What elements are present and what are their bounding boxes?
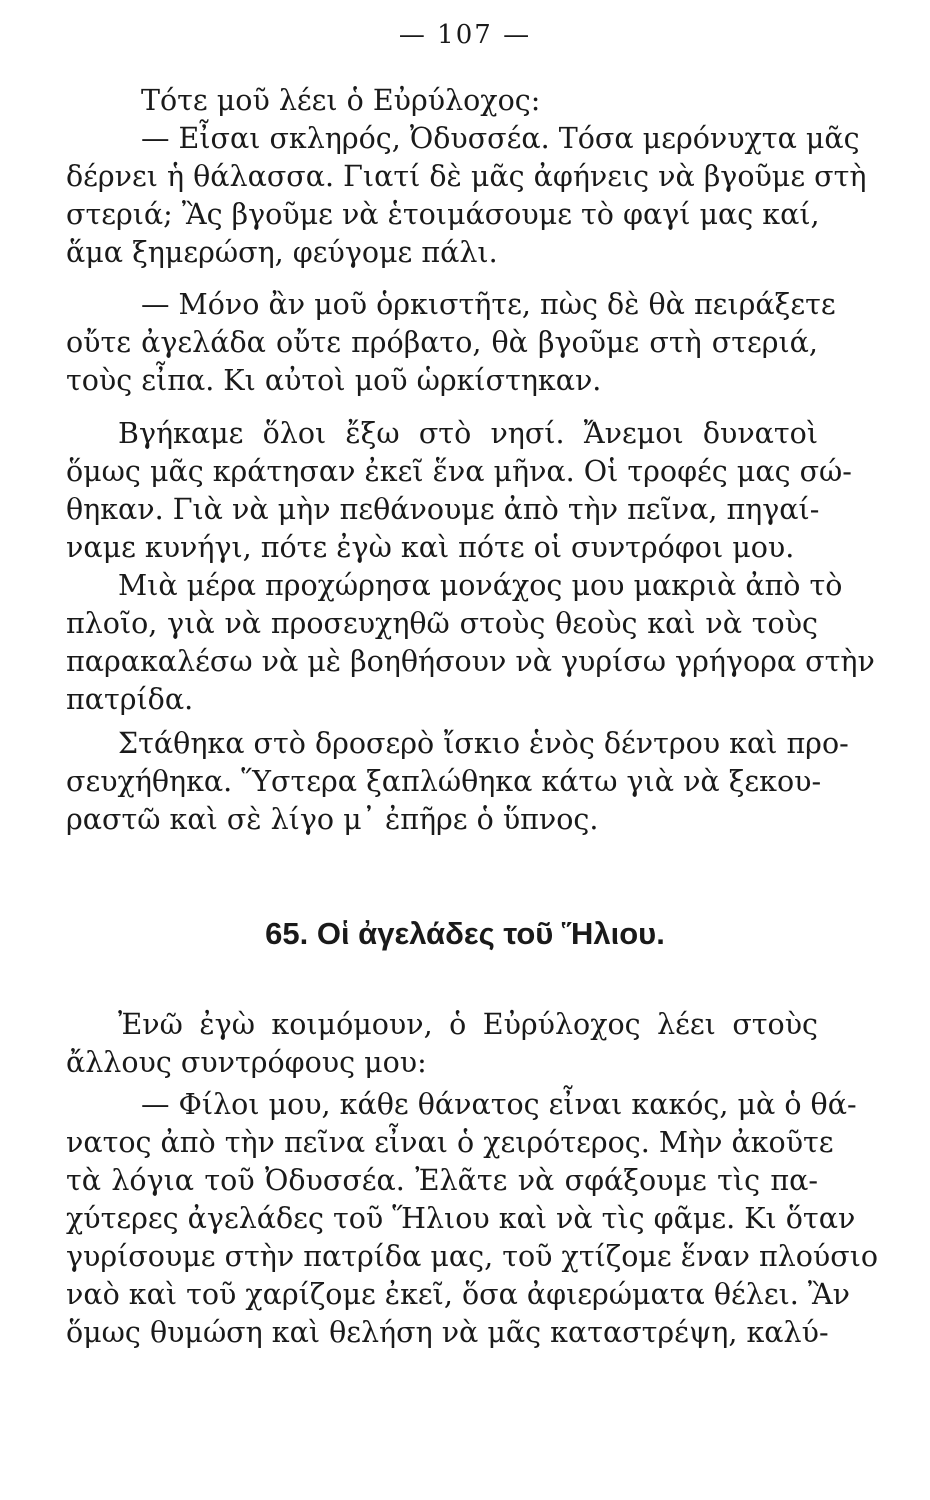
text-line: Στάθηκα στὸ δροσερὸ ἴσκιο ἑνὸς δέντρου καὶ προ- <box>118 727 849 760</box>
text-line: παρακαλέσω νὰ μὲ βοηθήσουν νὰ γυρίσω γρήγορα στὴν <box>66 645 875 678</box>
text-line: οὔτε ἀγελάδα οὔτε πρόβατο, θὰ βγοῦμε στὴ στεριά, <box>66 326 818 359</box>
text-line: Βγήκαμε ὅλοι ἔξω στὸ νησί. Ἄνεμοι δυνατοὶ <box>118 417 818 450</box>
section-heading: 65. Οἱ ἀγελάδες τοῦ Ἥλιου. <box>265 916 665 951</box>
text-line: νατος ἀπὸ τὴν πεῖνα εἶναι ὁ χειρότερος. Μὴν ἀκοῦτε <box>66 1126 834 1159</box>
text-line: πατρίδα. <box>66 683 194 716</box>
text-line: ραστῶ καὶ σὲ λίγο μ᾿ ἐπῆρε ὁ ὕπνος. <box>66 803 599 836</box>
text-line: ἅμα ξημερώση, φεύγομε πάλι. <box>66 236 498 269</box>
text-line: θηκαν. Γιὰ νὰ μὴν πεθάνουμε ἀπὸ τὴν πεῖνα, πηγαί- <box>66 493 820 526</box>
text-line: — Μόνο ἂν μοῦ ὁρκιστῆτε, πὼς δὲ θὰ πειράξετε <box>141 288 836 321</box>
text-line: ναὸ καὶ τοῦ χαρίζομε ἐκεῖ, ὅσα ἀφιερώματα θέλει. Ἂν <box>66 1278 850 1311</box>
text-line: τὰ λόγια τοῦ Ὀδυσσέα. Ἐλᾶτε νὰ σφάξουμε τὶς πα- <box>66 1164 818 1197</box>
text-line: — Εἶσαι σκληρός, Ὀδυσσέα. Τόσα μερόνυχτα μᾶς <box>141 122 860 155</box>
text-line: Μιὰ μέρα προχώρησα μονάχος μου μακριὰ ἀπὸ τὸ <box>118 569 843 602</box>
text-line: — Φίλοι μου, κάθε θάνατος εἶναι κακός, μὰ ὁ θά- <box>141 1088 857 1121</box>
text-line: χύτερες ἀγελάδες τοῦ Ἥλιου καὶ νὰ τὶς φᾶμε. Κι ὅταν <box>66 1202 856 1235</box>
text-line: ἄλλους συντρόφους μου: <box>66 1046 427 1079</box>
text-line: Ἐνῶ ἐγὼ κοιμόμουν, ὁ Εὐρύλοχος λέει στοὺς <box>118 1008 818 1041</box>
text-line: ναμε κυνήγι, πότε ἐγὼ καὶ πότε οἱ συντρόφοι μου. <box>66 531 795 564</box>
text-line: σευχήθηκα. Ὕστερα ξαπλώθηκα κάτω γιὰ νὰ ξεκου- <box>66 765 822 798</box>
text-line: Τότε μοῦ λέει ὁ Εὐρύλοχος: <box>141 84 541 117</box>
text-line: δέρνει ἡ θάλασσα. Γιατί δὲ μᾶς ἀφήνεις νὰ βγοῦμε στὴ <box>66 160 867 193</box>
text-line: τοὺς εἶπα. Κι αὐτοὶ μοῦ ὡρκίστηκαν. <box>66 364 602 397</box>
text-line: πλοῖο, γιὰ νὰ προσευχηθῶ στοὺς θεοὺς καὶ νὰ τοὺς <box>66 607 818 640</box>
page-number: — 107 — <box>398 20 532 50</box>
text-line: στεριά; Ἂς βγοῦμε νὰ ἑτοιμάσουμε τὸ φαγί μας καί, <box>66 198 820 231</box>
text-line: ὅμως θυμώση καὶ θελήση νὰ μᾶς καταστρέψη, καλύ- <box>66 1316 829 1349</box>
text-line: ὅμως μᾶς κράτησαν ἐκεῖ ἕνα μῆνα. Οἱ τροφές μας σώ- <box>66 455 852 488</box>
text-line: γυρίσουμε στὴν πατρίδα μας, τοῦ χτίζομε ἕναν πλούσιο <box>66 1240 879 1273</box>
